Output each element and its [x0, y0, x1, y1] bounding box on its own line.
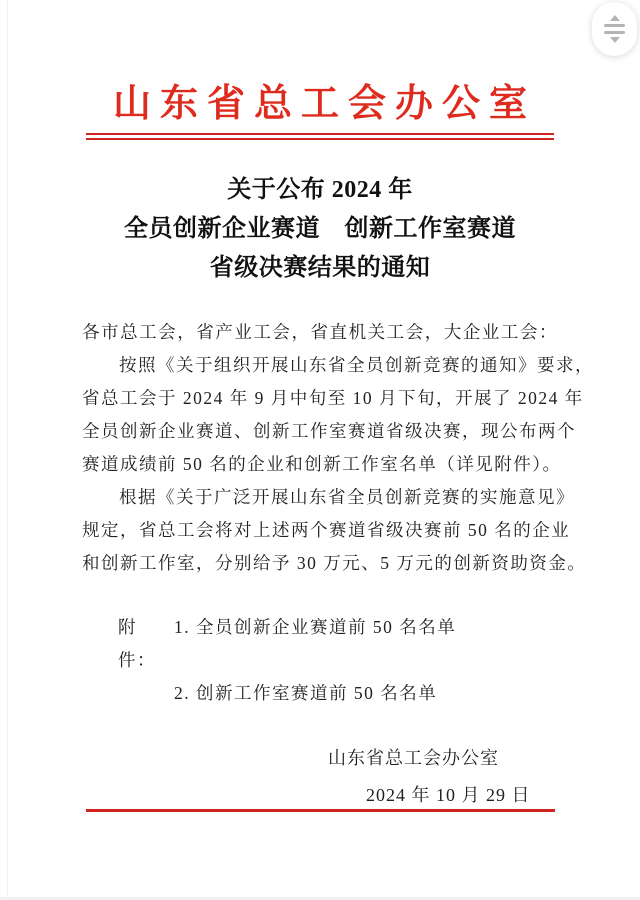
body-line: 和创新工作室，分别给予 30 万元、5 万元的创新资助资金。 [82, 553, 587, 573]
page-edge-line [7, 0, 8, 900]
letterhead-double-rule [86, 133, 554, 140]
attachments-block [118, 611, 456, 710]
attachment-item: 2. 创新工作室赛道前 50 名名单 [174, 683, 438, 703]
attachment-item: 1. 全员创新企业赛道前 50 名名单 [174, 617, 457, 637]
body-line: 省总工会于 2024 年 9 月中旬至 10 月下旬，开展了 2024 年 [82, 388, 584, 408]
body-line: 根据《关于广泛开展山东省全员创新竞赛的实施意见》 [119, 487, 575, 507]
attachment-row [118, 677, 456, 710]
scroll-down-icon[interactable] [610, 37, 620, 43]
scroll-bar-line [604, 31, 625, 34]
document-body [82, 316, 594, 580]
attachments-label-spacer [118, 677, 174, 710]
scroll-bar-line [604, 24, 625, 27]
signoff-date: 2024 年 10 月 29 日 [366, 785, 531, 805]
body-line: 规定，省总工会将对上述两个赛道省级决赛前 50 名的企业 [82, 520, 571, 540]
bottom-red-rule [86, 809, 555, 812]
title-line: 省级决赛结果的通知 [209, 255, 431, 281]
attachment-row [118, 611, 456, 677]
scroll-widget[interactable] [592, 2, 637, 56]
signoff-issuer: 山东省总工会办公室 [328, 748, 499, 768]
title-line: 全员创新企业赛道 创新工作室赛道 [124, 216, 516, 242]
attachments-label: 附件： [118, 617, 156, 670]
title-line: 关于公布 2024 年 [227, 177, 413, 203]
salutation-line: 各市总工会，省产业工会，省直机关工会，大企业工会： [82, 322, 558, 342]
scroll-bars-icon [604, 24, 625, 34]
body-line: 赛道成绩前 50 名的企业和创新工作室名单（详见附件）。 [82, 454, 562, 474]
body-line: 全员创新企业赛道、创新工作室赛道省级决赛，现公布两个 [82, 421, 576, 441]
document-title [0, 171, 640, 288]
letterhead-issuer: 山东省总工会办公室 [112, 83, 536, 125]
body-line: 按照《关于组织开展山东省全员创新竞赛的通知》要求， [119, 355, 594, 375]
scroll-up-icon[interactable] [610, 15, 620, 21]
